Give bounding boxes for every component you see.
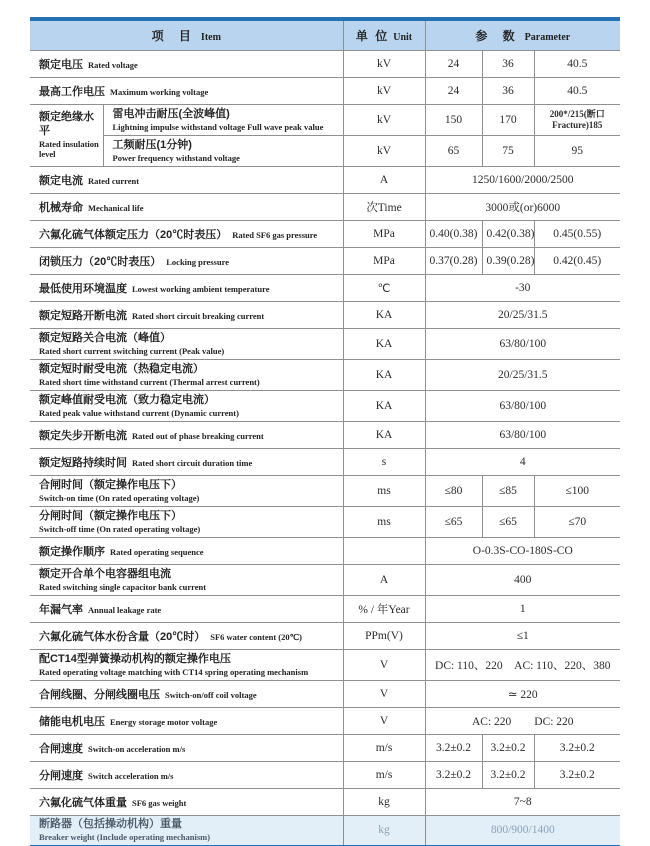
unit-cell: KA <box>343 302 425 329</box>
spec-table <box>30 17 620 846</box>
header-parameter <box>425 19 620 51</box>
value-cell: 65 <box>425 136 482 167</box>
value-cell: 0.42(0.45) <box>534 248 620 275</box>
row-label <box>39 542 339 560</box>
row-label <box>39 818 339 842</box>
value-cell: 24 <box>425 78 482 105</box>
row-label <box>39 82 339 100</box>
row-label-en: Rated operating voltage matching with CT14 spring operating mechanism <box>39 666 309 677</box>
table-row <box>30 136 620 167</box>
value-cell: 63/80/100 <box>425 329 620 360</box>
row-label-cell <box>30 623 343 650</box>
row-label-zh: 合闸线圈、分闸线圈电压 <box>39 689 160 701</box>
row-label <box>39 426 339 444</box>
value-cell: 36 <box>482 51 534 78</box>
unit-cell: KA <box>343 422 425 449</box>
table-row <box>30 391 620 422</box>
row-label-en: SF6 water content (20℃) <box>210 632 303 642</box>
row-label-en: Annual leakage rate <box>88 605 162 615</box>
row-label-cell <box>30 302 343 329</box>
row-label-cell <box>30 275 343 302</box>
value-cell: 400 <box>425 565 620 596</box>
value-cell: 3.2±0.2 <box>425 735 482 762</box>
value-cell: ≤65 <box>425 507 482 538</box>
header-row <box>30 19 620 51</box>
value-cell: 95 <box>534 136 620 167</box>
row-label <box>39 510 339 534</box>
row-label-en: Switch-on acceleration m/s <box>88 744 186 754</box>
row-label <box>39 171 339 189</box>
unit-cell: KA <box>343 329 425 360</box>
value-cell: 0.42(0.38) <box>482 221 534 248</box>
row-label-zh: 额定短路开断电流 <box>39 310 127 322</box>
row-label-cell <box>30 596 343 623</box>
row-label-en: Switch-on time (On rated operating voltage) <box>39 492 200 503</box>
row-label-zh: 年漏气率 <box>39 604 83 616</box>
row-label-en: Maximum working voltage <box>110 87 209 97</box>
table-row <box>30 623 620 650</box>
row-label-cell <box>30 248 343 275</box>
table-row <box>30 360 620 391</box>
value-cell: 0.45(0.55) <box>534 221 620 248</box>
row-label-zh: 额定电流 <box>39 175 83 187</box>
row-label-zh: 分闸速度 <box>39 770 83 782</box>
row-label <box>39 793 339 811</box>
row-label-en: Lowest working ambient temperature <box>132 284 270 294</box>
table-row <box>30 507 620 538</box>
value-cell: ≤65 <box>482 507 534 538</box>
value-cell: 7~8 <box>425 789 620 816</box>
row-label-cell <box>30 789 343 816</box>
row-label-en: Rated short circuit duration time <box>132 458 253 468</box>
table-row <box>30 762 620 789</box>
table-row <box>30 538 620 565</box>
row-label-cell <box>103 136 343 167</box>
row-label-en: Rated short current switching current (Peak value) <box>39 345 225 356</box>
group-label-cell <box>30 105 103 167</box>
value-cell: 0.37(0.28) <box>425 248 482 275</box>
table-row <box>30 221 620 248</box>
unit-cell: kV <box>343 78 425 105</box>
value-cell: 3.2±0.2 <box>534 762 620 789</box>
row-label-zh: 雷电冲击耐压(全波峰值) <box>112 107 230 120</box>
row-label-en: Rated short time withstand current (Thermal arrest current) <box>39 376 260 387</box>
table-row <box>30 422 620 449</box>
row-label <box>113 139 339 163</box>
table-row <box>30 167 620 194</box>
unit-cell: kV <box>343 136 425 167</box>
row-label-cell <box>30 735 343 762</box>
unit-cell <box>343 538 425 565</box>
row-label-en: Rated out of phase breaking current <box>132 431 264 441</box>
row-label-cell <box>103 105 343 136</box>
row-label <box>39 766 339 784</box>
row-label-zh: 额定峰值耐受电流（致力稳定电流） <box>39 393 215 406</box>
unit-cell: m/s <box>343 735 425 762</box>
row-label-en: Energy storage motor voltage <box>110 717 218 727</box>
table-row <box>30 51 620 78</box>
header-unit-en: Unit <box>393 31 413 43</box>
header-parameter-zh: 参 数 <box>475 28 521 43</box>
row-label <box>39 479 339 503</box>
group-label-zh: 额定绝缘水平 <box>39 111 94 137</box>
value-cell: 24 <box>425 51 482 78</box>
unit-cell: KA <box>343 360 425 391</box>
value-cell: 20/25/31.5 <box>425 360 620 391</box>
row-label-zh: 机械寿命 <box>39 202 83 214</box>
value-cell: 75 <box>482 136 534 167</box>
value-cell: 170 <box>482 105 534 136</box>
row-label-en: Rated short circuit breaking current <box>132 311 265 321</box>
header-item <box>30 19 343 51</box>
row-label-en: Switch-off time (On rated operating voltage) <box>39 523 201 534</box>
value-cell: 40.5 <box>534 78 620 105</box>
value-cell: 1 <box>425 596 620 623</box>
row-label-zh: 额定电压 <box>39 59 83 71</box>
row-label-zh: 额定操作顺序 <box>39 546 105 558</box>
value-cell: 3.2±0.2 <box>482 735 534 762</box>
row-label-en: Locking pressure <box>166 257 229 267</box>
header-item-zh: 项 目 <box>151 28 197 43</box>
row-label-en: Rated operating sequence <box>110 547 204 557</box>
row-label <box>39 653 339 677</box>
row-label-cell <box>30 681 343 708</box>
value-cell: 36 <box>482 78 534 105</box>
row-label-en: Lightning impulse withstand voltage Full wave peak value <box>112 121 324 132</box>
unit-cell: ℃ <box>343 275 425 302</box>
row-label <box>39 332 339 356</box>
value-cell: 63/80/100 <box>425 391 620 422</box>
value-cell: 40.5 <box>534 51 620 78</box>
row-label-zh: 六氟化硫气体额定压力（20℃时表压） <box>39 229 228 241</box>
row-label-cell <box>30 329 343 360</box>
row-label-zh: 六氟化硫气体重量 <box>39 797 127 809</box>
unit-cell: kV <box>343 105 425 136</box>
row-label-zh: 额定开合单个电容器组电流 <box>39 567 171 580</box>
table-row <box>30 449 620 476</box>
value-cell: 1250/1600/2000/2500 <box>425 167 620 194</box>
table-row <box>30 105 620 136</box>
value-cell: 20/25/31.5 <box>425 302 620 329</box>
row-label-cell <box>30 51 343 78</box>
table-row <box>30 596 620 623</box>
value-cell: 3.2±0.2 <box>425 762 482 789</box>
row-label-zh: 闭锁压力（20℃时表压） <box>39 256 162 268</box>
table-body <box>30 51 620 846</box>
row-label-cell <box>30 565 343 596</box>
row-label-en: Power frequency withstand voltage <box>112 152 240 163</box>
row-label <box>39 739 339 757</box>
row-label <box>39 198 339 216</box>
row-label-cell <box>30 650 343 681</box>
value-cell: 3000或(or)6000 <box>425 194 620 221</box>
row-label-en: Switch-on/off coil voltage <box>165 690 257 700</box>
row-label-zh: 额定短时耐受电流（热稳定电流） <box>39 362 204 375</box>
value-cell: 800/900/1400 <box>425 816 620 846</box>
value-cell: 3.2±0.2 <box>534 735 620 762</box>
value-cell: 3.2±0.2 <box>482 762 534 789</box>
unit-cell: ms <box>343 507 425 538</box>
value-cell: ≃ 220 <box>425 681 620 708</box>
row-label-cell <box>30 538 343 565</box>
row-label <box>39 279 339 297</box>
row-label-cell <box>30 816 343 846</box>
row-label-en: Switch acceleration m/s <box>88 771 174 781</box>
unit-cell: V <box>343 708 425 735</box>
table-row <box>30 78 620 105</box>
header-item-en: Item <box>200 31 221 43</box>
unit-cell: % / 年Year <box>343 596 425 623</box>
row-label-zh: 额定失步开断电流 <box>39 430 127 442</box>
row-label-zh: 额定短路持续时间 <box>39 457 127 469</box>
row-label <box>39 225 339 243</box>
unit-cell: kV <box>343 51 425 78</box>
value-cell: 150 <box>425 105 482 136</box>
row-label-en: Mechanical life <box>88 203 144 213</box>
row-label <box>39 252 339 270</box>
value-cell: 200*/215(断口 Fracture)185 <box>534 105 620 136</box>
row-label-en: SF6 gas weight <box>132 798 187 808</box>
row-label-en: Rated peak value withstand current (Dynamic current) <box>39 407 239 418</box>
row-label <box>39 55 339 73</box>
row-label-zh: 最低使用环境温度 <box>39 283 127 295</box>
unit-cell: V <box>343 650 425 681</box>
value-cell: -30 <box>425 275 620 302</box>
unit-cell: kg <box>343 789 425 816</box>
header-parameter-en: Parameter <box>524 31 571 43</box>
row-label <box>39 568 339 592</box>
row-label <box>113 108 339 132</box>
table-row <box>30 194 620 221</box>
value-cell: ≤100 <box>534 476 620 507</box>
row-label-en: Rated SF6 gas pressure <box>232 230 318 240</box>
value-cell: ≤80 <box>425 476 482 507</box>
table-row <box>30 816 620 846</box>
row-label-cell <box>30 221 343 248</box>
row-label-en: Rated current <box>88 176 140 186</box>
row-label-zh: 合闸速度 <box>39 743 83 755</box>
row-label-cell <box>30 167 343 194</box>
table-row <box>30 735 620 762</box>
row-label-cell <box>30 422 343 449</box>
row-label <box>39 600 339 618</box>
unit-cell: m/s <box>343 762 425 789</box>
table-row <box>30 708 620 735</box>
header-unit <box>343 19 425 51</box>
unit-cell: MPa <box>343 221 425 248</box>
value-cell: 4 <box>425 449 620 476</box>
row-label-cell <box>30 78 343 105</box>
row-label-cell <box>30 507 343 538</box>
value-cell: 0.40(0.38) <box>425 221 482 248</box>
value-cell: 0.39(0.28) <box>482 248 534 275</box>
unit-cell: ms <box>343 476 425 507</box>
value-cell: DC: 110、220 AC: 110、220、380 <box>425 650 620 681</box>
table-header <box>30 19 620 51</box>
row-label-en: Breaker weight (Include operating mechanism) <box>39 831 211 842</box>
row-label-cell <box>30 476 343 507</box>
row-label <box>39 394 339 418</box>
table-row <box>30 789 620 816</box>
row-label <box>39 453 339 471</box>
value-cell: ≤1 <box>425 623 620 650</box>
value-cell: ≤85 <box>482 476 534 507</box>
table-row <box>30 302 620 329</box>
table-row <box>30 565 620 596</box>
unit-cell: MPa <box>343 248 425 275</box>
unit-cell: kg <box>343 816 425 846</box>
unit-cell: V <box>343 681 425 708</box>
row-label-zh: 断路器（包括操动机构）重量 <box>39 818 182 831</box>
unit-cell: 次Time <box>343 194 425 221</box>
value-cell: 63/80/100 <box>425 422 620 449</box>
row-label-cell <box>30 360 343 391</box>
row-label-zh: 额定短路关合电流（峰值） <box>39 331 171 344</box>
unit-cell: A <box>343 565 425 596</box>
unit-cell: PPm(V) <box>343 623 425 650</box>
row-label-zh: 分闸时间（额定操作电压下） <box>39 509 182 522</box>
table-row <box>30 650 620 681</box>
value-cell: AC: 220 DC: 220 <box>425 708 620 735</box>
unit-cell: s <box>343 449 425 476</box>
header-unit-zh: 单 位 <box>355 28 390 43</box>
row-label <box>39 306 339 324</box>
table-row <box>30 248 620 275</box>
row-label <box>39 685 339 703</box>
row-label-en: Rated voltage <box>88 60 138 70</box>
row-label-cell <box>30 449 343 476</box>
table-row <box>30 476 620 507</box>
row-label-cell <box>30 762 343 789</box>
row-label-zh: 合闸时间（额定操作电压下） <box>39 478 182 491</box>
row-label-en: Rated switching single capacitor bank current <box>39 581 207 592</box>
table-row <box>30 275 620 302</box>
table-row <box>30 329 620 360</box>
value-cell: ≤70 <box>534 507 620 538</box>
row-label-zh: 储能电机电压 <box>39 716 105 728</box>
unit-cell: KA <box>343 391 425 422</box>
table-row <box>30 681 620 708</box>
group-label-en: Rated insulation level <box>39 138 99 160</box>
row-label <box>39 627 339 645</box>
row-label <box>39 363 339 387</box>
row-label-cell <box>30 708 343 735</box>
unit-cell: A <box>343 167 425 194</box>
value-cell: O-0.3S-CO-180S-CO <box>425 538 620 565</box>
row-label-cell <box>30 391 343 422</box>
row-label-cell <box>30 194 343 221</box>
row-label-zh: 工频耐压(1分钟) <box>112 138 192 151</box>
row-label-zh: 配CT14型弹簧操动机构的额定操作电压 <box>39 652 231 665</box>
row-label-zh: 最高工作电压 <box>39 86 105 98</box>
row-label <box>39 712 339 730</box>
row-label-zh: 六氟化硫气体水份含量（20℃时） <box>39 631 206 643</box>
